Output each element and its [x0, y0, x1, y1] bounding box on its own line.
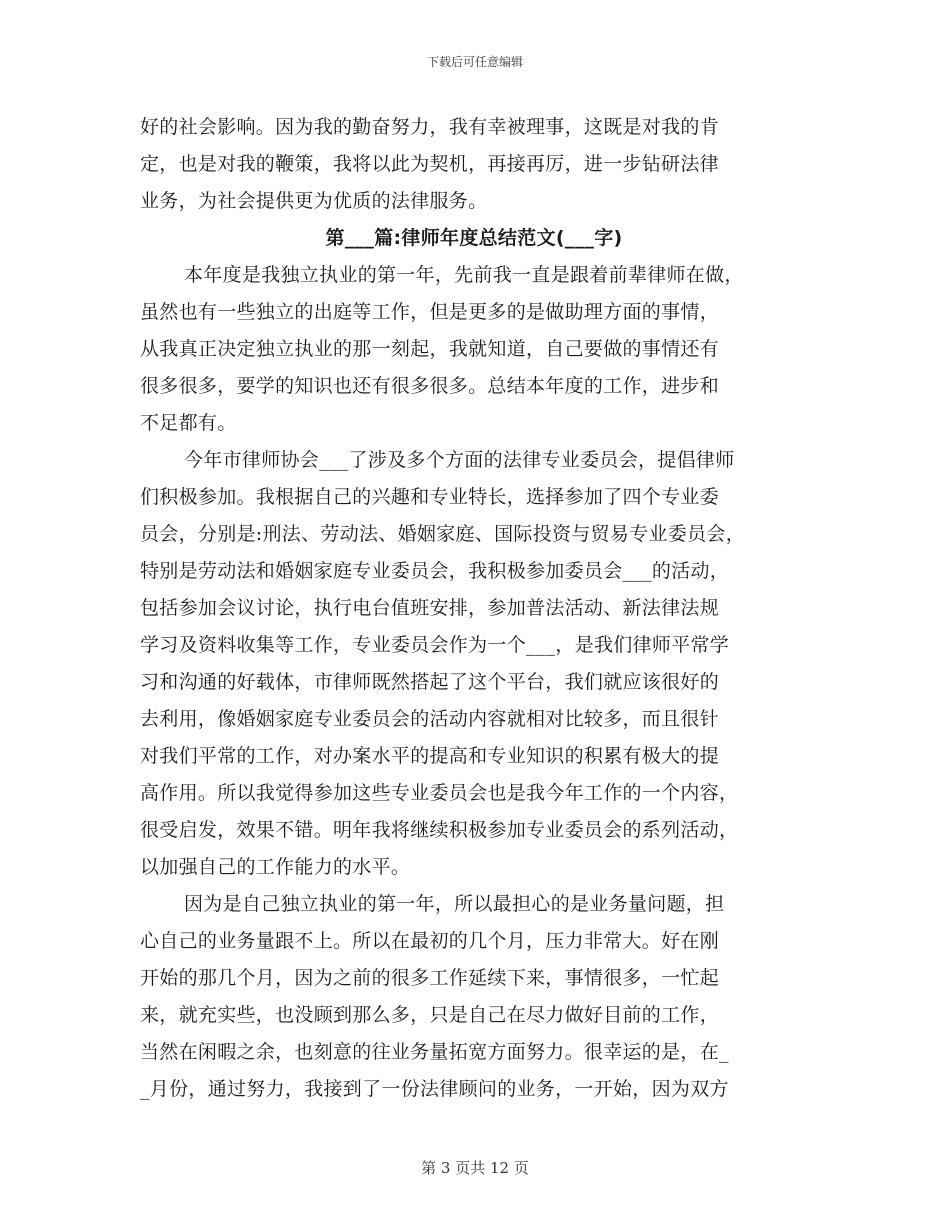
text-line: 以加强自己的工作能力的水平。	[140, 856, 411, 878]
text-line: 员会，分别是:刑法、劳动法、婚姻家庭、国际投资与贸易专业委员会，	[140, 523, 746, 545]
text-line: 对我们平常的工作，对办案水平的提高和专业知识的积累有极大的提	[140, 745, 720, 767]
text-line: 包括参加会议讨论，执行电台值班安排，参加普法活动、新法律法规	[140, 597, 720, 619]
text-line: 业务，为社会提供更为优质的法律服务。	[140, 190, 488, 212]
page-number-footer: 第 3 页共 12 页	[421, 1159, 529, 1177]
section-heading: 第___篇:律师年度总结范文(___字)	[325, 227, 623, 249]
text-line: 来，就充实些，也没顾到那么多，只是自己在尽力做好目前的工作，	[140, 1004, 720, 1026]
text-line: 心自己的业务量跟不上。所以在最初的几个月，压力非常大。好在刚	[140, 930, 720, 952]
text-line: 今年市律师协会___了涉及多个方面的法律专业委员会，提倡律师	[184, 449, 735, 471]
text-line: 因为是自己独立执业的第一年，所以最担心的是业务量问题，担	[184, 893, 725, 915]
text-line: 不足都有。	[140, 412, 237, 434]
page-header: 下载后可任意编辑	[426, 55, 523, 69]
text-line: _月份，通过努力，我接到了一份法律顾问的业务，一开始，因为双方	[140, 1078, 729, 1100]
text-line: 习和沟通的好载体，市律师既然搭起了这个平台，我们就应该很好的	[140, 671, 720, 693]
text-line: 当然在闲暇之余，也刻意的往业务量拓宽方面努力。很幸运的是，在_	[140, 1041, 729, 1063]
document-body	[140, 109, 808, 1108]
text-line: 开始的那几个月，因为之前的很多工作延续下来，事情很多，一忙起	[140, 967, 720, 989]
text-line: 很多很多，要学的知识也还有很多很多。总结本年度的工作，进步和	[140, 375, 720, 397]
text-line: 好的社会影响。因为我的勤奋努力，我有幸被理事，这既是对我的肯	[140, 116, 720, 138]
text-line: 高作用。所以我觉得参加这些专业委员会也是我今年工作的一个内容，	[140, 782, 739, 804]
text-line: 很受启发，效果不错。明年我将继续积极参加专业委员会的系列活动，	[140, 819, 739, 841]
text-line: 虽然也有一些独立的出庭等工作，但是更多的是做助理方面的事情，	[140, 301, 720, 323]
text-line: 学习及资料收集等工作，专业委员会作为一个___，是我们律师平常学	[140, 634, 730, 656]
text-line: 本年度是我独立执业的第一年，先前我一直是跟着前辈律师在做，	[184, 264, 744, 286]
text-line: 们积极参加。我根据自己的兴趣和专业特长，选择参加了四个专业委	[140, 486, 720, 508]
text-line: 特别是劳动法和婚姻家庭专业委员会，我积极参加委员会___的活动，	[140, 560, 730, 582]
text-line: 去利用，像婚姻家庭专业委员会的活动内容就相对比较多，而且很针	[140, 708, 720, 730]
text-line: 从我真正决定独立执业的那一刻起，我就知道，自己要做的事情还有	[140, 338, 720, 360]
text-line: 定，也是对我的鞭策，我将以此为契机，再接再厉，进一步钻研法律	[140, 153, 720, 175]
